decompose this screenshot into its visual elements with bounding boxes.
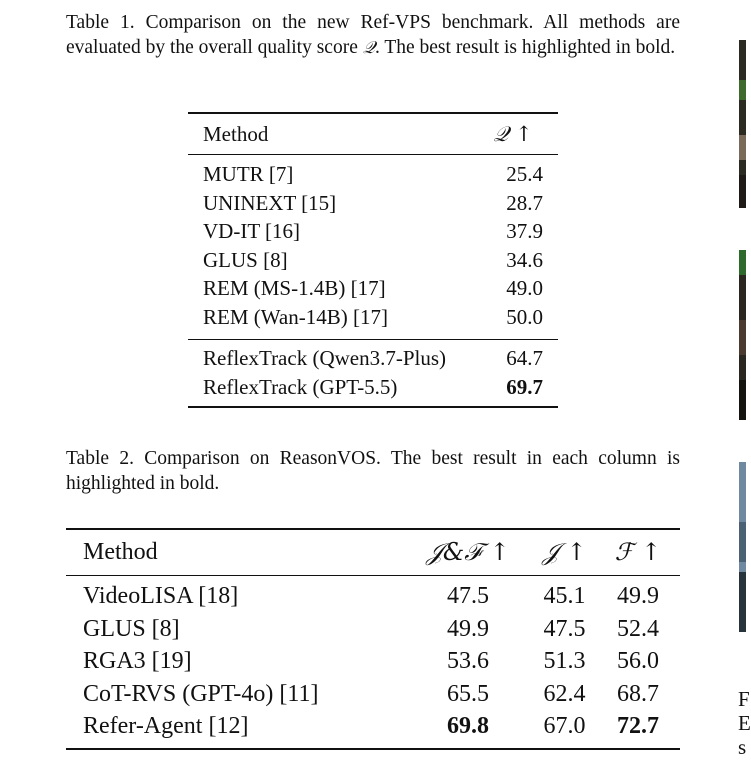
figure-panel-2-image xyxy=(739,250,746,420)
method-cell: GLUS [8] xyxy=(83,615,180,642)
table2-caption-text: Comparison on ReasonVOS. The best result in each column is highlighted in bold. xyxy=(66,448,681,494)
score-cell: 25.4 xyxy=(506,162,543,186)
table-row xyxy=(188,160,558,189)
f-cell: 49.9 xyxy=(617,583,659,609)
table2-caption xyxy=(66,446,680,496)
score-cell: 34.6 xyxy=(506,247,543,272)
table2-header-jf: 𝒥&ℱ ↑ xyxy=(426,538,510,566)
table-row xyxy=(66,645,680,678)
table1-header-metric: 𝒬 ↑ xyxy=(493,122,533,146)
table1-caption xyxy=(66,10,680,61)
table-row xyxy=(66,678,680,711)
method-cell: Refer-Agent [12] xyxy=(83,713,249,739)
figure-panel-3-image xyxy=(739,462,746,632)
table-row xyxy=(188,189,558,218)
f-cell: 56.0 xyxy=(617,648,659,674)
table-row xyxy=(188,217,558,246)
method-cell: ReflexTrack (Qwen3.7-Plus) xyxy=(203,346,447,370)
figure-panel-1-image xyxy=(739,40,746,208)
method-cell: VideoLISA [18] xyxy=(83,583,239,609)
table2-header-f: ℱ ↑ xyxy=(614,538,662,566)
best-jf-cell: 69.8 xyxy=(447,713,489,739)
method-cell: REM (Wan-14B) [17] xyxy=(203,304,388,329)
clipped-letter: s xyxy=(738,735,747,759)
best-score-cell: 69.7 xyxy=(506,374,543,399)
right-column-clipped-text xyxy=(738,687,751,759)
table1-bottom-rule xyxy=(188,406,558,408)
jf-cell: 53.6 xyxy=(447,648,489,674)
best-f-cell: 72.7 xyxy=(617,713,659,739)
j-cell: 62.4 xyxy=(543,680,586,707)
score-cell: 37.9 xyxy=(506,219,543,243)
table1-caption-prefix: Table 1. xyxy=(66,12,135,33)
method-cell: CoT-RVS (GPT-4o) [11] xyxy=(83,680,319,707)
f-cell: 68.7 xyxy=(617,680,659,707)
table1-header-row xyxy=(188,114,558,154)
table1-caption-text-b: . The best result is highlighted in bold. xyxy=(374,37,676,58)
figure-panel-2 xyxy=(739,250,746,420)
table-row xyxy=(66,710,680,743)
table-row xyxy=(188,274,558,303)
score-cell: 50.0 xyxy=(506,304,543,329)
table2-caption-prefix: Table 2. xyxy=(66,448,134,469)
table-row xyxy=(188,344,558,373)
table-row xyxy=(188,246,558,275)
table1-header-method: Method xyxy=(203,122,269,146)
table2 xyxy=(66,528,680,750)
j-cell: 67.0 xyxy=(543,713,586,739)
f-cell: 52.4 xyxy=(617,615,659,642)
j-cell: 47.5 xyxy=(543,615,586,642)
method-cell: GLUS [8] xyxy=(203,247,288,272)
jf-cell: 47.5 xyxy=(447,583,489,609)
j-cell: 51.3 xyxy=(543,648,586,674)
j-cell: 45.1 xyxy=(543,583,586,609)
clipped-letter: F xyxy=(738,687,750,711)
quality-score-symbol: 𝒬 xyxy=(362,38,375,58)
table-row xyxy=(66,580,680,613)
table2-header-method: Method xyxy=(83,539,158,565)
table-row xyxy=(188,303,558,332)
method-cell: UNINEXT [15] xyxy=(203,190,337,215)
table2-header-row xyxy=(66,530,680,575)
method-cell: MUTR [7] xyxy=(203,162,294,186)
table-row xyxy=(66,613,680,646)
score-cell: 49.0 xyxy=(506,276,543,300)
figure-panel-1 xyxy=(739,40,746,208)
score-cell: 28.7 xyxy=(506,190,543,215)
method-cell: VD-IT [16] xyxy=(203,219,301,243)
method-cell: REM (MS-1.4B) [17] xyxy=(203,276,386,300)
method-cell: ReflexTrack (GPT-5.5) xyxy=(203,374,398,399)
method-cell: RGA3 [19] xyxy=(83,648,192,674)
table2-header-j: 𝒥 ↑ xyxy=(542,538,587,566)
table1-caption-text-a: Comparison on the new Ref-VPS benchmark. All methods are evaluated by the overall quality score xyxy=(66,12,680,58)
figure-panel-3 xyxy=(739,462,746,632)
score-cell: 64.7 xyxy=(506,346,543,370)
jf-cell: 49.9 xyxy=(447,615,489,642)
clipped-letter: E xyxy=(738,711,751,735)
jf-cell: 65.5 xyxy=(447,680,489,707)
table-row xyxy=(188,373,558,402)
table1 xyxy=(188,112,558,408)
table2-bottom-rule xyxy=(66,748,680,750)
